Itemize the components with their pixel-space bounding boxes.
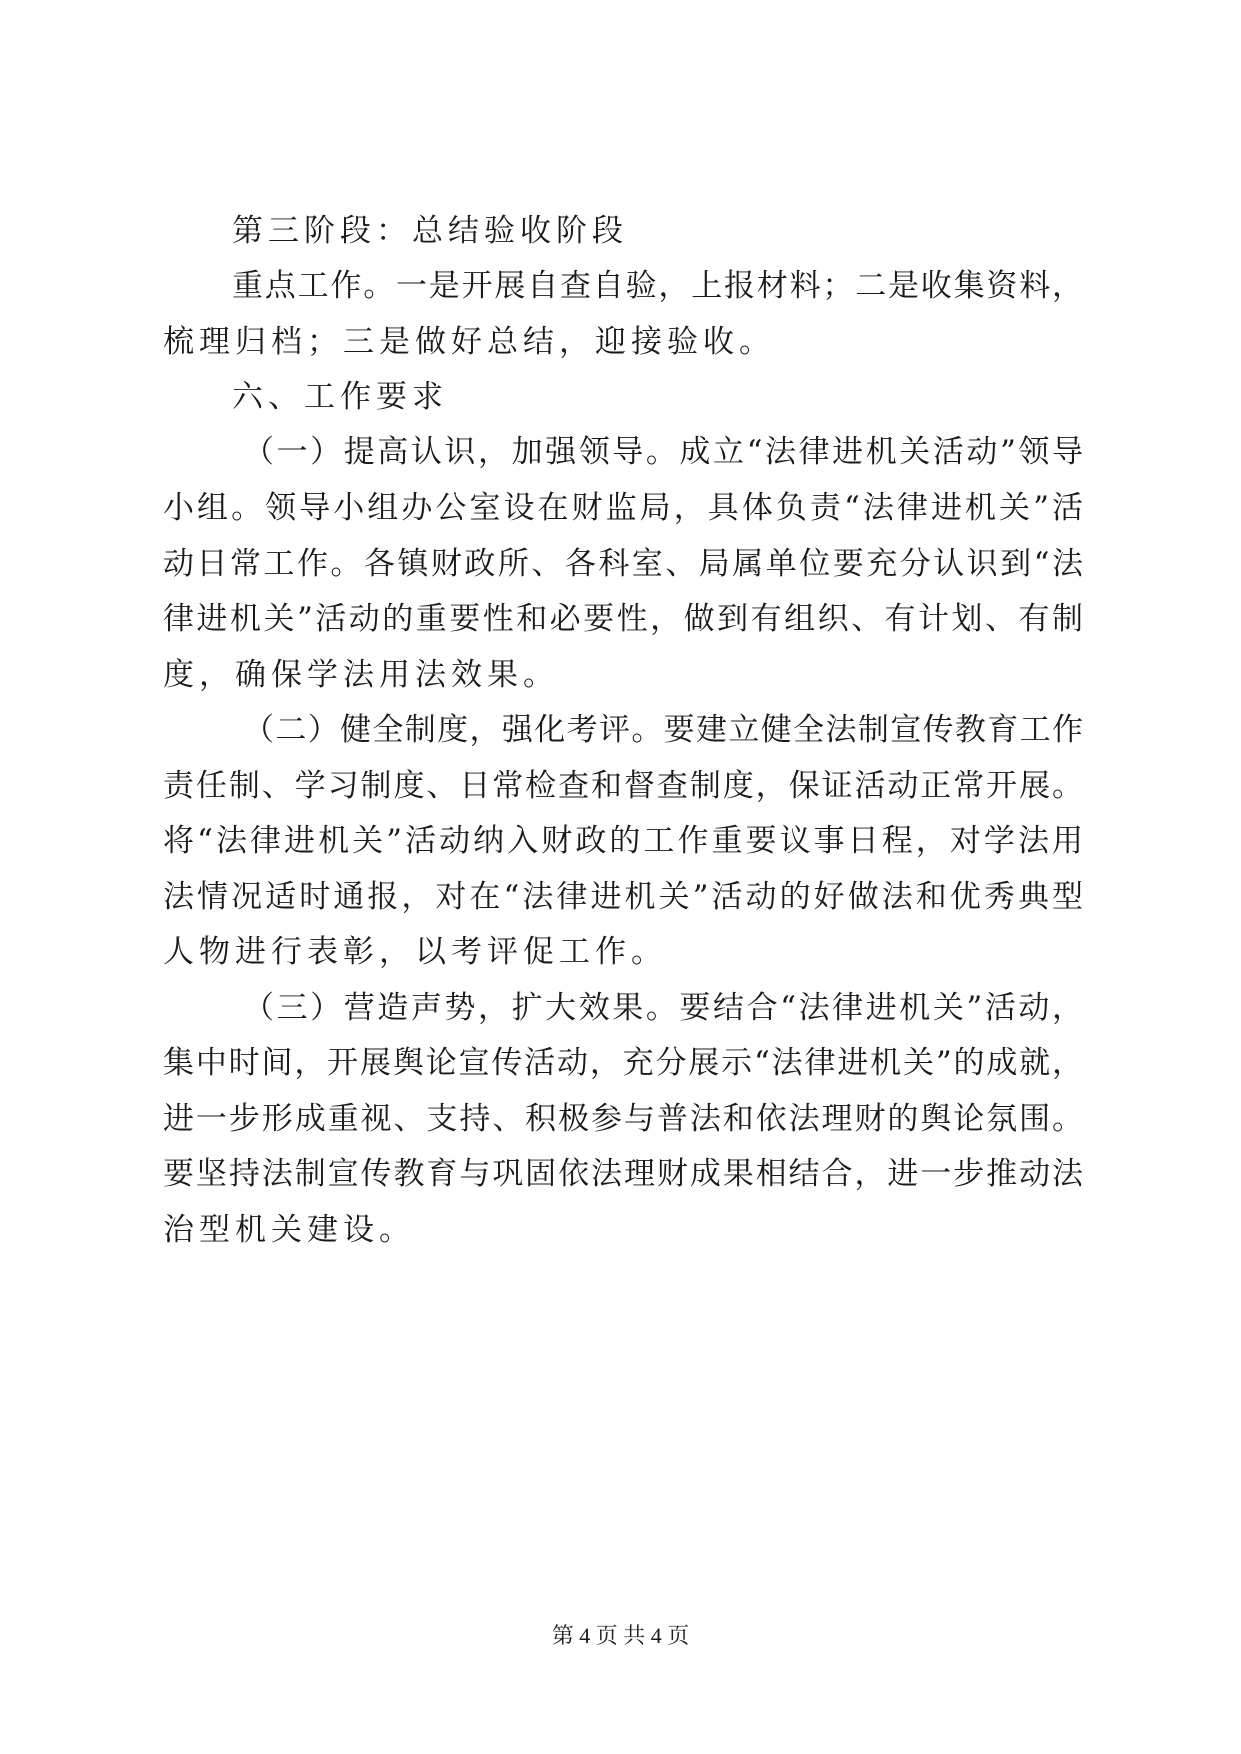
paragraph-line: 法情况适时通报，对在“法律进机关”活动的好做法和优秀典型 (163, 879, 1083, 915)
paragraph-line: 动日常工作。各镇财政所、各科室、局属单位要充分认识到“法 (163, 546, 1083, 582)
paragraph-line: 责任制、学习制度、日常检查和督查制度，保证活动正常开展。 (163, 768, 1083, 804)
paragraph-line: （三）营造声势，扩大效果。要结合“法律进机关”活动， (243, 990, 1083, 1026)
paragraph-line: 梳理归档；三是做好总结，迎接验收。 (163, 324, 775, 360)
paragraph-line: 集中时间，开展舆论宣传活动，充分展示“法律进机关”的成就， (163, 1045, 1083, 1081)
heading-work-requirements: 六、工作要求 (232, 379, 448, 415)
paragraph-line: 人物进行表彰，以考评促工作。 (163, 934, 667, 970)
paragraph-line: 将“法律进机关”活动纳入财政的工作重要议事日程，对学法用 (163, 823, 1083, 859)
paragraph-line: 律进机关”活动的重要性和必要性，做到有组织、有计划、有制 (163, 601, 1083, 637)
paragraph-line: 重点工作。一是开展自查自验，上报材料；二是收集资料， (232, 268, 1083, 304)
paragraph-line: （一）提高认识，加强领导。成立“法律进机关活动”领导 (243, 434, 1083, 470)
page-number-footer: 第 4 页 共 4 页 (551, 1623, 690, 1648)
heading-stage-three: 第三阶段：总结验收阶段 (232, 213, 628, 249)
paragraph-line: 小组。领导小组办公室设在财监局，具体负责“法律进机关”活 (163, 490, 1083, 526)
paragraph-line: 度，确保学法用法效果。 (163, 657, 559, 693)
paragraph-line: 治型机关建设。 (163, 1212, 415, 1248)
paragraph-line: 进一步形成重视、支持、积极参与普法和依法理财的舆论氛围。 (163, 1101, 1083, 1137)
paragraph-line: 要坚持法制宣传教育与巩固依法理财成果相结合，进一步推动法 (163, 1156, 1083, 1192)
paragraph-line: （二）健全制度，强化考评。要建立健全法制宣传教育工作 (243, 712, 1083, 748)
